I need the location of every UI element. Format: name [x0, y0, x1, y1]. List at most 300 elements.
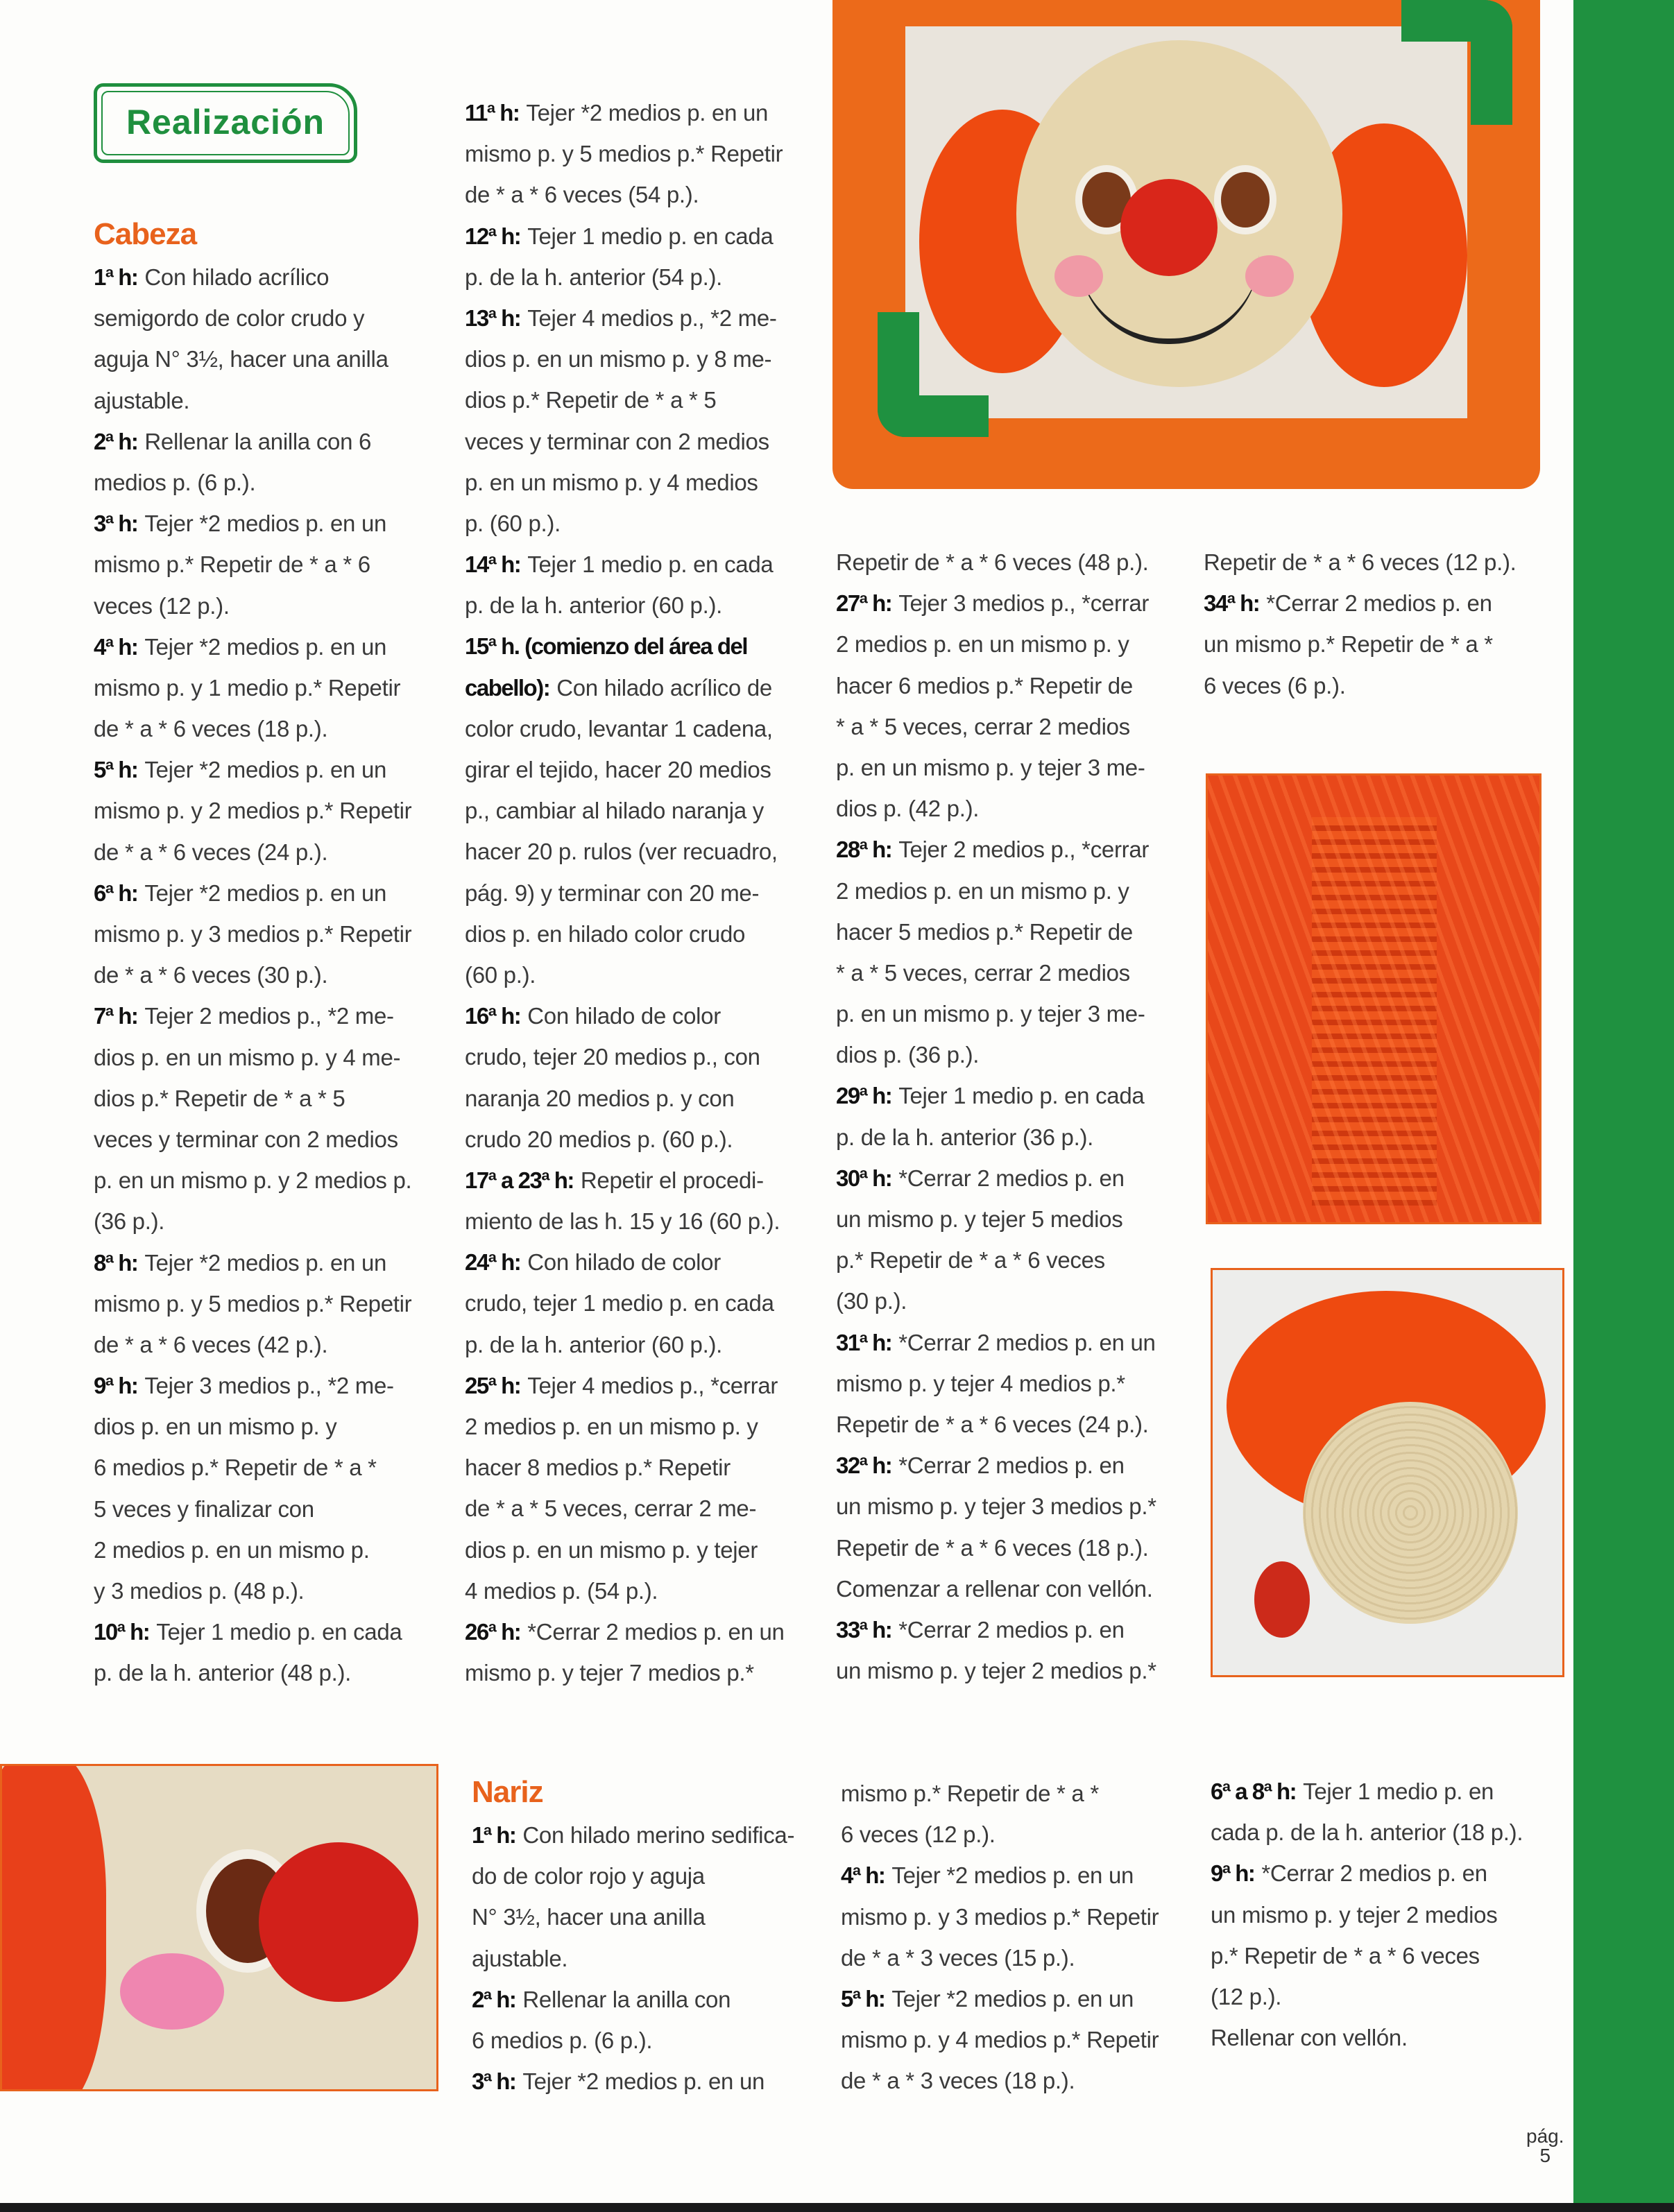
- instruction-line: [836, 1280, 1197, 1321]
- instruction-text: p. de la h. anterior (48 p.).: [94, 1660, 352, 1686]
- instruction-line: [94, 1365, 454, 1406]
- instruction-text: p.* Repetir de * a * 6 veces: [1211, 1942, 1480, 1969]
- column-cabeza-1: [94, 212, 454, 1694]
- round-label: 6ª h:: [94, 880, 138, 906]
- instruction-text: 6 veces (12 p.).: [841, 1821, 996, 1848]
- instruction-line: [94, 1447, 454, 1488]
- round-label: 4ª h:: [94, 633, 138, 660]
- instruction-line: [465, 1283, 826, 1323]
- instruction-line: [94, 1242, 454, 1283]
- instruction-line: [465, 1447, 826, 1488]
- instruction-round: [465, 298, 826, 544]
- round-label: 27ª h:: [836, 590, 892, 617]
- instruction-line: [841, 2060, 1202, 2101]
- instruction-text: hacer 6 medios p.* Repetir de: [836, 672, 1133, 698]
- instruction-line: [94, 1201, 454, 1242]
- instruction-round: [472, 2061, 832, 2102]
- instruction-line: [94, 1489, 454, 1529]
- instruction-round: [94, 503, 454, 626]
- instruction-line: [472, 2061, 832, 2102]
- instruction-text: mismo p. y 1 medio p.* Repetir: [94, 674, 401, 701]
- instruction-text: *Cerrar 2 medios p. en: [1261, 1860, 1487, 1887]
- instruction-text: p. de la h. anterior (54 p.).: [465, 264, 723, 290]
- round-label: 31ª h:: [836, 1329, 892, 1355]
- instruction-line: [1204, 665, 1564, 706]
- instruction-line: [836, 1404, 1197, 1445]
- instruction-text: mismo p.* Repetir de * a * 6: [94, 551, 370, 578]
- instruction-text: 6 medios p.* Repetir de * a *: [94, 1455, 377, 1481]
- instruction-text: Tejer *2 medios p. en un: [144, 633, 387, 660]
- round-label: 16ª h:: [465, 1003, 521, 1029]
- instruction-text: Con hilado merino sedifica-: [522, 1822, 795, 1848]
- instruction-text: Con hilado de color: [527, 1003, 721, 1029]
- instruction-line: [472, 1979, 832, 2020]
- instruction-text: dios p. en un mismo p. y tejer: [465, 1536, 758, 1563]
- instruction-text: p. en un mismo p. y tejer 3 me-: [836, 1001, 1145, 1027]
- instruction-round: [465, 92, 826, 216]
- instruction-line: [465, 954, 826, 995]
- instruction-text: dios p. en un mismo p. y: [94, 1414, 337, 1440]
- instruction-line: [94, 1037, 454, 1078]
- instruction-text: mismo p. y tejer 4 medios p.*: [836, 1370, 1125, 1396]
- instruction-text: Repetir de * a * 6 veces (18 p.).: [836, 1534, 1149, 1561]
- round-label: 28ª h:: [836, 837, 892, 863]
- instruction-round: [94, 749, 454, 873]
- instruction-round: [465, 216, 826, 298]
- instruction-line: [94, 832, 454, 873]
- instruction-text: p. en un mismo p. y 4 medios: [465, 469, 758, 495]
- instruction-line: [94, 1283, 454, 1324]
- nose-detail-photo: [0, 1764, 438, 2091]
- column-nariz-1: [472, 1770, 832, 2102]
- instruction-text: *Cerrar 2 medios p. en: [1266, 590, 1492, 617]
- instruction-line: [465, 995, 826, 1036]
- instruction-text: Tejer 4 medios p., *cerrar: [527, 1372, 778, 1398]
- instruction-line: [472, 1815, 832, 1855]
- instruction-text: 4 medios p. (54 p.).: [465, 1577, 658, 1604]
- instruction-round: [94, 1611, 454, 1693]
- instruction-line: [94, 954, 454, 995]
- instruction-round: [836, 1445, 1197, 1609]
- page-label: pág.: [1526, 2125, 1564, 2147]
- round-label: 9ª h:: [1211, 1860, 1255, 1887]
- instruction-round: [1204, 583, 1564, 706]
- instruction-text: p. de la h. anterior (60 p.).: [465, 592, 723, 619]
- instruction-text: dios p.* Repetir de * a * 5: [465, 387, 717, 413]
- instruction-text: Tejer 2 medios p., *cerrar: [898, 837, 1150, 863]
- instruction-text: de * a * 3 veces (18 p.).: [841, 2068, 1075, 2094]
- instruction-line: [841, 1896, 1202, 1937]
- instruction-line: [94, 1611, 454, 1652]
- instruction-line: [1204, 542, 1564, 583]
- instruction-text: un mismo p. y tejer 2 medios: [1211, 1901, 1498, 1928]
- instruction-line: [836, 1568, 1197, 1609]
- instruction-text: hacer 20 p. rulos (ver recuadro,: [465, 839, 778, 865]
- instruction-line: [94, 914, 454, 954]
- instruction-line: [465, 544, 826, 585]
- instruction-round: [836, 1075, 1197, 1157]
- instruction-text: do de color rojo y aguja: [472, 1863, 705, 1889]
- instruction-text: mismo p. y 5 medios p.* Repetir: [94, 1290, 412, 1317]
- instruction-round: [94, 257, 454, 421]
- instruction-line: [1211, 1771, 1571, 1812]
- instruction-line: [94, 421, 454, 462]
- instruction-line: [836, 583, 1197, 624]
- instruction-line: [836, 542, 1197, 583]
- round-label: 17ª a 23ª h:: [465, 1167, 574, 1193]
- instruction-line: [465, 1488, 826, 1529]
- column-cabeza-2: [465, 92, 826, 1693]
- instruction-text: veces (12 p.).: [94, 592, 230, 619]
- instruction-text: Tejer 4 medios p., *2 me-: [527, 305, 777, 331]
- instruction-text: de * a * 6 veces (30 p.).: [94, 962, 328, 988]
- instruction-text: Tejer 1 medio p. en cada: [898, 1083, 1145, 1109]
- instruction-text: pág. 9) y terminar con 20 me-: [465, 880, 760, 906]
- round-label: 5ª h:: [841, 1985, 885, 2012]
- round-label: 2ª h:: [94, 428, 138, 454]
- instruction-text: dios p. en un mismo p. y 8 me-: [465, 346, 772, 372]
- instruction-text: mismo p. y 2 medios p.* Repetir: [94, 798, 412, 824]
- instruction-round: [465, 626, 826, 995]
- instruction-line: [465, 298, 826, 338]
- instruction-line: [465, 338, 826, 379]
- instruction-line: [465, 1119, 826, 1160]
- round-label: 2ª h:: [472, 1986, 516, 2012]
- instruction-line: [472, 2020, 832, 2061]
- instruction-text: dios p. (36 p.).: [836, 1042, 980, 1068]
- round-label: 14ª h:: [465, 551, 521, 578]
- instruction-text: veces y terminar con 2 medios: [465, 428, 769, 454]
- instruction-text: Tejer *2 medios p. en un: [144, 880, 387, 906]
- instruction-line: [836, 1075, 1197, 1116]
- instruction-line: [465, 503, 826, 544]
- instruction-text: Con hilado acrílico: [144, 264, 330, 290]
- instruction-text: p., cambiar al hilado naranja y: [465, 798, 764, 824]
- instruction-text: mismo p.* Repetir de * a *: [841, 1781, 1099, 1806]
- instruction-text: 2 medios p. en un mismo p. y: [836, 631, 1129, 658]
- instruction-text: dios p. en un mismo p. y 4 me-: [94, 1044, 401, 1070]
- instruction-line: [465, 1529, 826, 1570]
- instruction-text: Tejer *2 medios p. en un: [891, 1862, 1134, 1889]
- instruction-line: [1204, 583, 1564, 624]
- instruction-round: [1204, 542, 1564, 583]
- instruction-round: [94, 626, 454, 750]
- instruction-text: *Cerrar 2 medios p. en un: [527, 1618, 785, 1645]
- instruction-line: [465, 1078, 826, 1119]
- instruction-text: mismo p. y 5 medios p.* Repetir: [465, 141, 783, 167]
- instruction-line: [94, 1652, 454, 1693]
- round-label: 9ª h:: [94, 1373, 138, 1399]
- round-label: 25ª h:: [465, 1372, 521, 1398]
- round-label: 7ª h:: [94, 1003, 138, 1029]
- instruction-text: de * a * 6 veces (24 p.).: [94, 839, 328, 865]
- instruction-text: medios p. (6 p.).: [94, 469, 256, 495]
- instruction-line: [836, 993, 1197, 1034]
- instruction-text: 5 veces y finalizar con: [94, 1495, 314, 1522]
- instruction-line: [465, 1365, 826, 1406]
- instruction-line: [465, 174, 826, 215]
- instruction-text: dios p.* Repetir de * a * 5: [94, 1085, 345, 1111]
- page-number-value: 5: [1539, 2145, 1551, 2166]
- instruction-text: mismo p. y 4 medios p.* Repetir: [841, 2027, 1159, 2053]
- instruction-line: [465, 708, 826, 749]
- round-label: 10ª h:: [94, 1619, 150, 1645]
- round-label: 29ª h:: [836, 1083, 892, 1109]
- instruction-text: Rellenar la anilla con 6: [144, 428, 372, 454]
- instruction-round: [1211, 1771, 1571, 1853]
- instruction-round: [465, 995, 826, 1160]
- instruction-line: [94, 708, 454, 749]
- instruction-round: [465, 544, 826, 626]
- instruction-line: [94, 298, 454, 338]
- instruction-line: [836, 829, 1197, 870]
- instruction-line: [465, 133, 826, 174]
- instruction-round: [836, 1322, 1197, 1446]
- instruction-line: [1211, 1853, 1571, 1894]
- instruction-line: [465, 1406, 826, 1447]
- instruction-line: [836, 1158, 1197, 1199]
- round-label: 11ª h:: [465, 100, 520, 126]
- instruction-line: [94, 873, 454, 914]
- instruction-round: [836, 1158, 1197, 1322]
- instruction-round: [836, 1609, 1197, 1691]
- instruction-line: [94, 1406, 454, 1447]
- instruction-round: [1211, 1853, 1571, 2017]
- instruction-line: [836, 1486, 1197, 1527]
- clown-face-photo: [832, 0, 1540, 489]
- instruction-text: girar el tejido, hacer 20 medios: [465, 757, 771, 782]
- round-label: 1ª h:: [472, 1822, 516, 1848]
- instruction-line: [465, 749, 826, 790]
- instruction-round: [1211, 2017, 1571, 2058]
- instruction-text: Tejer 1 medio p. en cada: [527, 551, 774, 578]
- instruction-text: (12 p.).: [1211, 1983, 1282, 2009]
- instruction-text: p. en un mismo p. y tejer 3 me-: [836, 754, 1145, 780]
- instruction-round: [836, 542, 1197, 583]
- instruction-line: [836, 1609, 1197, 1650]
- instruction-text: crudo 20 medios p. (60 p.).: [465, 1126, 733, 1152]
- instruction-text: Tejer *2 medios p. en un: [891, 1985, 1134, 2012]
- instruction-line: [465, 790, 826, 831]
- instruction-line: [472, 1855, 832, 1896]
- round-label: 34ª h:: [1204, 590, 1260, 617]
- column-nariz-3: [1211, 1771, 1571, 2058]
- instruction-line: [1204, 624, 1564, 665]
- instruction-round: [472, 1815, 832, 1979]
- instruction-text: de * a * 5 veces, cerrar 2 me-: [465, 1495, 757, 1522]
- instruction-line: [1211, 1894, 1571, 1935]
- hair-detail-photo: [1206, 773, 1541, 1224]
- instruction-line: [94, 462, 454, 503]
- instruction-line: [465, 831, 826, 872]
- instruction-line: [94, 1529, 454, 1570]
- instruction-line: [94, 1160, 454, 1201]
- instruction-text: mismo p. y 3 medios p.* Repetir: [94, 921, 412, 947]
- instruction-text: Con hilado de color: [527, 1249, 721, 1276]
- instruction-line: [836, 952, 1197, 993]
- instruction-round: [94, 995, 454, 1242]
- instruction-text: Repetir de * a * 6 veces (48 p.).: [836, 549, 1149, 575]
- instruction-text: ajustable.: [472, 1945, 568, 1971]
- round-label: 33ª h:: [836, 1616, 892, 1643]
- instruction-line: [94, 1570, 454, 1611]
- bottom-edge: [0, 2203, 1674, 2212]
- instruction-text: *Cerrar 2 medios p. en: [898, 1452, 1125, 1479]
- instruction-text: Tejer 1 medio p. en cada: [527, 223, 774, 249]
- round-label: 1ª h:: [94, 264, 138, 290]
- round-label: 12ª h:: [465, 223, 521, 249]
- round-label: 30ª h:: [836, 1165, 892, 1191]
- instruction-line: [465, 1570, 826, 1611]
- instruction-text: Tejer *2 medios p. en un: [526, 100, 769, 126]
- round-label: 8ª h:: [94, 1249, 138, 1276]
- instruction-text: 2 medios p. en un mismo p.: [94, 1536, 370, 1563]
- section-title: Realización: [126, 103, 325, 142]
- instruction-line: [465, 626, 826, 667]
- instruction-line: [841, 2019, 1202, 2060]
- instruction-line: [465, 1160, 826, 1201]
- instruction-text: Comenzar a rellenar con vellón.: [836, 1575, 1153, 1602]
- instruction-line: [94, 257, 454, 298]
- instruction-text: Tejer *2 medios p. en un: [522, 2068, 765, 2095]
- instruction-text: crudo, tejer 20 medios p., con: [465, 1044, 760, 1070]
- instruction-line: [465, 216, 826, 257]
- instruction-line: [94, 1078, 454, 1119]
- instruction-text: 2 medios p. en un mismo p. y: [836, 877, 1129, 904]
- instruction-text: Repetir el procedi-: [580, 1167, 764, 1193]
- instruction-text: (36 p.).: [94, 1208, 165, 1235]
- instruction-round: [841, 1855, 1202, 1978]
- column-nariz-2: [841, 1773, 1202, 2102]
- instruction-text: miento de las h. 15 y 16 (60 p.).: [465, 1208, 780, 1235]
- instruction-text: Rellenar con vellón.: [1211, 2025, 1408, 2051]
- instruction-text: hacer 8 medios p.* Repetir: [465, 1455, 731, 1481]
- instruction-text: *Cerrar 2 medios p. en: [898, 1165, 1125, 1191]
- instruction-text: (60 p.).: [465, 961, 536, 988]
- head-back-photo: [1211, 1268, 1564, 1677]
- round-label: 15ª h. (comienzo del área del: [465, 633, 748, 660]
- instruction-text: * a * 5 veces, cerrar 2 medios: [836, 713, 1130, 739]
- instruction-text: p. en un mismo p. y 2 medios p.: [94, 1167, 412, 1194]
- instruction-text: de * a * 6 veces (18 p.).: [94, 716, 328, 742]
- instruction-text: Tejer 3 medios p., *cerrar: [898, 590, 1150, 617]
- instruction-line: [836, 1322, 1197, 1363]
- instruction-text: * a * 5 veces, cerrar 2 medios: [836, 959, 1130, 986]
- instruction-line: [94, 503, 454, 544]
- instruction-text: ajustable.: [94, 387, 190, 413]
- instruction-text: un mismo p.* Repetir de * a *: [1204, 631, 1493, 658]
- instruction-round: [94, 1242, 454, 1366]
- instruction-text: naranja 20 medios p. y con: [465, 1085, 735, 1111]
- instruction-line: [94, 667, 454, 708]
- instruction-line: [1211, 1812, 1571, 1853]
- instruction-line: [94, 380, 454, 421]
- instruction-line: [836, 1363, 1197, 1404]
- instruction-line: [472, 1938, 832, 1979]
- instruction-line: [836, 624, 1197, 665]
- instruction-line: [841, 1978, 1202, 2019]
- instruction-text: dios p. (42 p.).: [836, 796, 980, 822]
- instruction-text: Tejer 3 medios p., *2 me-: [144, 1373, 394, 1399]
- round-label: 4ª h:: [841, 1862, 885, 1889]
- instruction-line: [1211, 1935, 1571, 1976]
- instruction-text: Tejer 2 medios p., *2 me-: [144, 1003, 394, 1029]
- instruction-text: Tejer 1 medio p. en: [1303, 1778, 1494, 1804]
- instruction-text: cada p. de la h. anterior (18 p.).: [1211, 1819, 1523, 1846]
- instruction-line: [1211, 1976, 1571, 2017]
- instruction-text: p. de la h. anterior (36 p.).: [836, 1124, 1094, 1150]
- section-heading: Cabeza: [94, 217, 197, 251]
- instruction-line: [836, 1445, 1197, 1486]
- instruction-line: [465, 379, 826, 420]
- round-label: 6ª a 8ª h:: [1211, 1778, 1297, 1804]
- instruction-line: [472, 1896, 832, 1937]
- instruction-round: [836, 583, 1197, 829]
- instruction-line: [94, 544, 454, 585]
- instruction-line: [836, 1240, 1197, 1280]
- instruction-round: [465, 1365, 826, 1611]
- instruction-line: [836, 788, 1197, 829]
- instruction-round: [94, 873, 454, 996]
- instruction-line: [465, 462, 826, 503]
- instruction-round: [94, 1365, 454, 1611]
- instruction-text: crudo, tejer 1 medio p. en cada: [465, 1290, 774, 1317]
- instruction-line: [465, 257, 826, 298]
- instruction-text: 6 veces (6 p.).: [1204, 672, 1346, 698]
- page-number: [1526, 2127, 1564, 2166]
- instruction-text: aguja N° 3½, hacer una anilla: [94, 346, 388, 372]
- instruction-line: [841, 1937, 1202, 1978]
- instruction-round: [94, 421, 454, 503]
- instruction-text: Tejer *2 medios p. en un: [144, 757, 387, 783]
- instruction-round: [836, 829, 1197, 1075]
- instruction-line: [94, 585, 454, 626]
- instruction-line: [94, 995, 454, 1036]
- instruction-line: [465, 1324, 826, 1365]
- instruction-line: [841, 1855, 1202, 1896]
- instruction-line: [465, 1036, 826, 1077]
- instruction-round: [472, 1979, 832, 2061]
- instruction-line: [836, 1199, 1197, 1240]
- instruction-line: [836, 1034, 1197, 1075]
- instruction-text: Rellenar la anilla con: [522, 1986, 731, 2012]
- instruction-line: [465, 1611, 826, 1652]
- instruction-text: p. de la h. anterior (60 p.).: [465, 1331, 723, 1357]
- instruction-text: dios p. en hilado color crudo: [465, 920, 746, 947]
- instruction-line: [841, 1814, 1202, 1855]
- round-label: cabello):: [465, 674, 550, 701]
- instruction-line: [465, 1242, 826, 1283]
- instruction-text: un mismo p. y tejer 2 medios p.*: [836, 1658, 1156, 1684]
- instruction-line: [465, 421, 826, 462]
- instruction-text: de * a * 6 veces (42 p.).: [94, 1331, 328, 1357]
- instruction-text: veces y terminar con 2 medios: [94, 1126, 398, 1152]
- instruction-text: un mismo p. y tejer 3 medios p.*: [836, 1493, 1156, 1520]
- instruction-text: semigordo de color crudo y: [94, 305, 365, 332]
- instruction-text: *Cerrar 2 medios p. en un: [898, 1329, 1156, 1355]
- instruction-line: [465, 914, 826, 954]
- instruction-text: 6 medios p. (6 p.).: [472, 2027, 653, 2053]
- instruction-line: [94, 338, 454, 379]
- round-label: 5ª h:: [94, 757, 138, 783]
- section-heading: Nariz: [472, 1775, 543, 1809]
- instruction-line: [94, 1324, 454, 1365]
- instruction-text: mismo p. y 3 medios p.* Repetir: [841, 1903, 1159, 1930]
- instruction-text: p. (60 p.).: [465, 510, 561, 536]
- round-label: 3ª h:: [472, 2068, 516, 2095]
- instruction-text: Repetir de * a * 6 veces (12 p.).: [1204, 549, 1517, 575]
- instruction-line: [465, 1201, 826, 1242]
